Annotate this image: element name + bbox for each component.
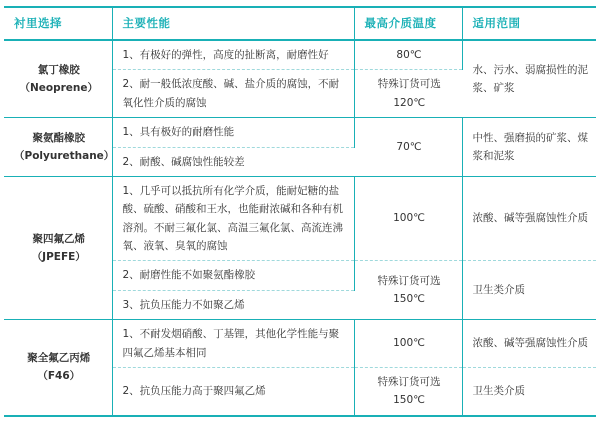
material-name-cell: 聚四氟乙烯 （JPEFE） <box>4 176 112 319</box>
table-header-row <box>4 7 596 40</box>
temperature-cell: 100℃ <box>354 320 462 368</box>
temperature-cell: 70℃ <box>354 118 462 177</box>
temperature-cell: 80℃ <box>354 40 462 70</box>
application-cell: 水、污水、弱腐损性的泥浆、矿浆 <box>462 40 596 118</box>
column-header-max-temperature: 最高介质温度 <box>354 7 462 40</box>
table-row <box>4 40 596 70</box>
property-cell: 2、抗负压能力高于聚四氟乙烯 <box>112 367 354 415</box>
property-cell: 1、有极好的弹性，高度的扯断离，耐磨性好 <box>112 40 354 70</box>
material-name-cell: 聚氨酯橡胶 （Polyurethane） <box>4 118 112 177</box>
property-cell: 1、不耐发烟硝酸、丁基锂，其他化学性能与聚四氟乙烯基本相同 <box>112 320 354 368</box>
property-cell: 2、耐酸、碱腐蚀性能较差 <box>112 147 354 176</box>
property-cell: 1、几乎可以抵抗所有化学介质，能耐妃糖的盐酸、硫酸、硝酸和王水，也能耐浓碱和各种有机溶剂。不耐三氟化氯、高温三氟化氯、高流连沸氧、液氧、臭氧的腐蚀 <box>112 176 354 261</box>
temperature-cell: 100℃ <box>354 176 462 261</box>
property-cell: 2、耐磨性能不如聚氨酯橡胶 <box>112 261 354 290</box>
application-cell: 卫生类介质 <box>462 367 596 415</box>
property-cell: 2、耐一般低浓度酸、碱、盐介质的腐蚀，不耐氧化性介质的腐蚀 <box>112 70 354 118</box>
property-cell: 1、具有极好的耐磨性能 <box>112 118 354 147</box>
column-header-lining: 衬里选择 <box>4 7 112 40</box>
application-cell: 浓酸、碱等强腐蚀性介质 <box>462 320 596 368</box>
material-name-cell: 氯丁橡胶 （Neoprene） <box>4 40 112 118</box>
temperature-cell: 特殊订货可选 150℃ <box>354 367 462 415</box>
column-header-properties: 主要性能 <box>112 7 354 40</box>
column-header-application: 适用范围 <box>462 7 596 40</box>
table-row <box>4 320 596 368</box>
application-cell: 中性、强磨损的矿浆、煤浆和泥浆 <box>462 118 596 177</box>
temperature-cell: 特殊订货可选 120℃ <box>354 70 462 118</box>
table-row <box>4 176 596 261</box>
table-row <box>4 118 596 147</box>
lining-selection-table <box>4 6 596 417</box>
application-cell: 卫生类介质 <box>462 261 596 320</box>
temperature-cell: 特殊订货可选 150℃ <box>354 261 462 320</box>
application-cell: 浓酸、碱等强腐蚀性介质 <box>462 176 596 261</box>
material-name-cell: 聚全氟乙丙烯 （F46） <box>4 320 112 416</box>
property-cell: 3、抗负压能力不如聚乙烯 <box>112 290 354 319</box>
